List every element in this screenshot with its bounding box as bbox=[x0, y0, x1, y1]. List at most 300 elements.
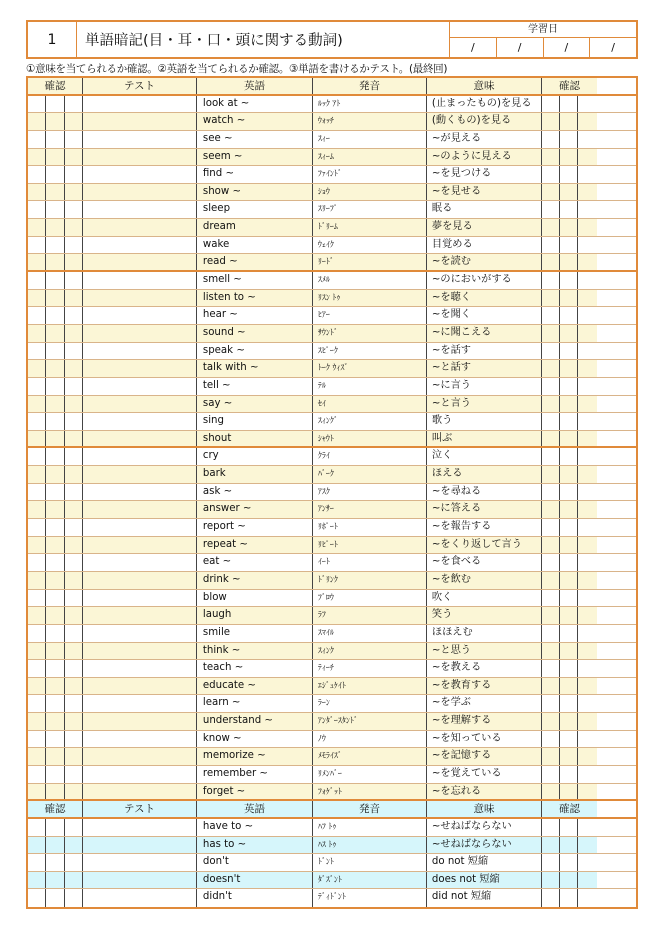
check-box-right[interactable] bbox=[542, 554, 560, 571]
check-box-right[interactable] bbox=[560, 448, 578, 465]
date-cell[interactable]: / bbox=[544, 38, 591, 58]
check-box-right[interactable] bbox=[542, 501, 560, 518]
check-box-right[interactable] bbox=[542, 396, 560, 413]
test-answer-cell[interactable] bbox=[83, 96, 197, 113]
check-box-right[interactable] bbox=[578, 149, 596, 166]
check-box-left[interactable] bbox=[65, 501, 83, 518]
check-box-left[interactable] bbox=[46, 113, 64, 130]
check-box-right[interactable] bbox=[560, 378, 578, 395]
check-box-left[interactable] bbox=[65, 766, 83, 783]
check-box-left[interactable] bbox=[65, 413, 83, 430]
check-box-left[interactable] bbox=[28, 766, 46, 783]
check-box-right[interactable] bbox=[542, 519, 560, 536]
check-box-left[interactable] bbox=[28, 519, 46, 536]
check-box-right[interactable] bbox=[578, 131, 596, 148]
check-box-right[interactable] bbox=[578, 678, 596, 695]
check-box-left[interactable] bbox=[46, 748, 64, 765]
test-answer-cell[interactable] bbox=[83, 325, 197, 342]
check-box-right[interactable] bbox=[560, 254, 578, 270]
check-box-right[interactable] bbox=[560, 554, 578, 571]
check-box-right[interactable] bbox=[578, 519, 596, 536]
test-answer-cell[interactable] bbox=[83, 713, 197, 730]
check-box-right[interactable] bbox=[578, 872, 596, 889]
check-box-left[interactable] bbox=[65, 272, 83, 289]
check-box-right[interactable] bbox=[542, 837, 560, 854]
check-box-right[interactable] bbox=[578, 766, 596, 783]
check-box-right[interactable] bbox=[560, 854, 578, 871]
check-box-left[interactable] bbox=[46, 484, 64, 501]
check-box-left[interactable] bbox=[28, 625, 46, 642]
check-box-right[interactable] bbox=[578, 237, 596, 254]
check-box-left[interactable] bbox=[65, 643, 83, 660]
check-box-right[interactable] bbox=[578, 431, 596, 447]
check-box-right[interactable] bbox=[560, 360, 578, 377]
check-box-left[interactable] bbox=[65, 360, 83, 377]
check-box-left[interactable] bbox=[46, 290, 64, 307]
test-answer-cell[interactable] bbox=[83, 219, 197, 236]
check-box-left[interactable] bbox=[46, 184, 64, 201]
check-box-right[interactable] bbox=[560, 201, 578, 218]
check-box-left[interactable] bbox=[65, 131, 83, 148]
check-box-left[interactable] bbox=[28, 660, 46, 677]
check-box-right[interactable] bbox=[578, 889, 596, 907]
check-box-left[interactable] bbox=[65, 466, 83, 483]
check-box-left[interactable] bbox=[28, 131, 46, 148]
test-answer-cell[interactable] bbox=[83, 784, 197, 800]
check-box-right[interactable] bbox=[578, 484, 596, 501]
test-answer-cell[interactable] bbox=[83, 272, 197, 289]
check-box-right[interactable] bbox=[578, 748, 596, 765]
check-box-left[interactable] bbox=[65, 731, 83, 748]
check-box-left[interactable] bbox=[65, 854, 83, 871]
check-box-left[interactable] bbox=[28, 343, 46, 360]
check-box-left[interactable] bbox=[46, 96, 64, 113]
check-box-left[interactable] bbox=[46, 237, 64, 254]
check-box-left[interactable] bbox=[28, 307, 46, 324]
test-answer-cell[interactable] bbox=[83, 184, 197, 201]
check-box-right[interactable] bbox=[578, 590, 596, 607]
check-box-right[interactable] bbox=[578, 396, 596, 413]
check-box-right[interactable] bbox=[542, 431, 560, 447]
check-box-right[interactable] bbox=[560, 484, 578, 501]
check-box-left[interactable] bbox=[28, 872, 46, 889]
check-box-left[interactable] bbox=[28, 272, 46, 289]
test-answer-cell[interactable] bbox=[83, 554, 197, 571]
check-box-right[interactable] bbox=[578, 625, 596, 642]
check-box-left[interactable] bbox=[46, 572, 64, 589]
check-box-left[interactable] bbox=[46, 413, 64, 430]
check-box-right[interactable] bbox=[542, 113, 560, 130]
test-answer-cell[interactable] bbox=[83, 766, 197, 783]
check-box-left[interactable] bbox=[46, 219, 64, 236]
check-box-left[interactable] bbox=[65, 396, 83, 413]
check-box-left[interactable] bbox=[46, 325, 64, 342]
check-box-right[interactable] bbox=[542, 413, 560, 430]
check-box-left[interactable] bbox=[46, 149, 64, 166]
check-box-right[interactable] bbox=[542, 254, 560, 270]
check-box-right[interactable] bbox=[578, 219, 596, 236]
test-answer-cell[interactable] bbox=[83, 343, 197, 360]
check-box-right[interactable] bbox=[560, 731, 578, 748]
check-box-right[interactable] bbox=[560, 537, 578, 554]
check-box-left[interactable] bbox=[28, 572, 46, 589]
check-box-right[interactable] bbox=[560, 572, 578, 589]
check-box-left[interactable] bbox=[46, 625, 64, 642]
check-box-right[interactable] bbox=[542, 748, 560, 765]
check-box-left[interactable] bbox=[28, 96, 46, 113]
check-box-right[interactable] bbox=[578, 713, 596, 730]
check-box-left[interactable] bbox=[46, 307, 64, 324]
check-box-right[interactable] bbox=[578, 343, 596, 360]
check-box-left[interactable] bbox=[46, 854, 64, 871]
check-box-right[interactable] bbox=[560, 519, 578, 536]
check-box-right[interactable] bbox=[578, 325, 596, 342]
check-box-left[interactable] bbox=[46, 537, 64, 554]
check-box-right[interactable] bbox=[578, 572, 596, 589]
check-box-right[interactable] bbox=[542, 166, 560, 183]
test-answer-cell[interactable] bbox=[83, 678, 197, 695]
check-box-right[interactable] bbox=[560, 396, 578, 413]
check-box-left[interactable] bbox=[28, 889, 46, 907]
check-box-left[interactable] bbox=[65, 201, 83, 218]
check-box-left[interactable] bbox=[65, 290, 83, 307]
check-box-right[interactable] bbox=[542, 784, 560, 800]
check-box-right[interactable] bbox=[542, 466, 560, 483]
check-box-left[interactable] bbox=[28, 219, 46, 236]
check-box-left[interactable] bbox=[46, 519, 64, 536]
check-box-right[interactable] bbox=[560, 607, 578, 624]
check-box-left[interactable] bbox=[65, 519, 83, 536]
check-box-right[interactable] bbox=[578, 272, 596, 289]
check-box-right[interactable] bbox=[578, 166, 596, 183]
check-box-right[interactable] bbox=[542, 713, 560, 730]
check-box-right[interactable] bbox=[542, 219, 560, 236]
test-answer-cell[interactable] bbox=[83, 660, 197, 677]
check-box-left[interactable] bbox=[65, 484, 83, 501]
check-box-right[interactable] bbox=[542, 607, 560, 624]
check-box-left[interactable] bbox=[65, 307, 83, 324]
check-box-right[interactable] bbox=[578, 537, 596, 554]
check-box-left[interactable] bbox=[46, 643, 64, 660]
check-box-right[interactable] bbox=[560, 166, 578, 183]
check-box-left[interactable] bbox=[65, 660, 83, 677]
check-box-right[interactable] bbox=[560, 272, 578, 289]
test-answer-cell[interactable] bbox=[83, 149, 197, 166]
check-box-left[interactable] bbox=[65, 607, 83, 624]
check-box-left[interactable] bbox=[65, 889, 83, 907]
check-box-right[interactable] bbox=[542, 448, 560, 465]
check-box-right[interactable] bbox=[560, 413, 578, 430]
check-box-left[interactable] bbox=[28, 607, 46, 624]
test-answer-cell[interactable] bbox=[83, 254, 197, 270]
check-box-left[interactable] bbox=[65, 431, 83, 447]
test-answer-cell[interactable] bbox=[83, 854, 197, 871]
check-box-left[interactable] bbox=[28, 819, 46, 836]
check-box-right[interactable] bbox=[542, 184, 560, 201]
check-box-right[interactable] bbox=[560, 219, 578, 236]
check-box-right[interactable] bbox=[578, 360, 596, 377]
check-box-right[interactable] bbox=[578, 113, 596, 130]
check-box-left[interactable] bbox=[28, 554, 46, 571]
check-box-left[interactable] bbox=[28, 184, 46, 201]
check-box-right[interactable] bbox=[560, 695, 578, 712]
check-box-left[interactable] bbox=[28, 325, 46, 342]
test-answer-cell[interactable] bbox=[83, 519, 197, 536]
check-box-right[interactable] bbox=[560, 501, 578, 518]
date-cell[interactable]: / bbox=[611, 41, 615, 54]
check-box-left[interactable] bbox=[28, 396, 46, 413]
test-answer-cell[interactable] bbox=[83, 131, 197, 148]
test-answer-cell[interactable] bbox=[83, 166, 197, 183]
check-box-right[interactable] bbox=[578, 184, 596, 201]
check-box-left[interactable] bbox=[65, 254, 83, 270]
check-box-left[interactable] bbox=[28, 837, 46, 854]
check-box-right[interactable] bbox=[560, 766, 578, 783]
check-box-right[interactable] bbox=[560, 748, 578, 765]
date-cell[interactable]: / bbox=[450, 38, 497, 58]
check-box-right[interactable] bbox=[542, 678, 560, 695]
check-box-left[interactable] bbox=[65, 748, 83, 765]
check-box-right[interactable] bbox=[542, 872, 560, 889]
check-box-left[interactable] bbox=[65, 625, 83, 642]
test-answer-cell[interactable] bbox=[83, 307, 197, 324]
check-box-right[interactable] bbox=[560, 184, 578, 201]
test-answer-cell[interactable] bbox=[83, 590, 197, 607]
check-box-left[interactable] bbox=[28, 466, 46, 483]
check-box-left[interactable] bbox=[46, 607, 64, 624]
check-box-right[interactable] bbox=[578, 784, 596, 800]
check-box-right[interactable] bbox=[578, 466, 596, 483]
check-box-left[interactable] bbox=[28, 360, 46, 377]
check-box-right[interactable] bbox=[560, 625, 578, 642]
check-box-right[interactable] bbox=[542, 854, 560, 871]
check-box-left[interactable] bbox=[65, 590, 83, 607]
check-box-left[interactable] bbox=[65, 325, 83, 342]
test-answer-cell[interactable] bbox=[83, 872, 197, 889]
test-answer-cell[interactable] bbox=[83, 396, 197, 413]
test-answer-cell[interactable] bbox=[83, 695, 197, 712]
check-box-right[interactable] bbox=[560, 307, 578, 324]
check-box-right[interactable] bbox=[542, 149, 560, 166]
check-box-left[interactable] bbox=[65, 237, 83, 254]
check-box-right[interactable] bbox=[578, 854, 596, 871]
test-answer-cell[interactable] bbox=[83, 748, 197, 765]
check-box-left[interactable] bbox=[46, 713, 64, 730]
check-box-right[interactable] bbox=[560, 889, 578, 907]
check-box-right[interactable] bbox=[578, 254, 596, 270]
check-box-right[interactable] bbox=[560, 113, 578, 130]
check-box-left[interactable] bbox=[28, 431, 46, 447]
check-box-left[interactable] bbox=[65, 166, 83, 183]
check-box-right[interactable] bbox=[542, 819, 560, 836]
check-box-left[interactable] bbox=[65, 378, 83, 395]
check-box-right[interactable] bbox=[560, 713, 578, 730]
check-box-right[interactable] bbox=[542, 889, 560, 907]
check-box-left[interactable] bbox=[65, 184, 83, 201]
test-answer-cell[interactable] bbox=[83, 237, 197, 254]
check-box-right[interactable] bbox=[578, 448, 596, 465]
check-box-left[interactable] bbox=[46, 396, 64, 413]
check-box-right[interactable] bbox=[560, 837, 578, 854]
check-box-left[interactable] bbox=[65, 448, 83, 465]
check-box-right[interactable] bbox=[542, 96, 560, 113]
test-answer-cell[interactable] bbox=[83, 731, 197, 748]
check-box-right[interactable] bbox=[560, 466, 578, 483]
check-box-left[interactable] bbox=[46, 448, 64, 465]
test-answer-cell[interactable] bbox=[83, 572, 197, 589]
check-box-right[interactable] bbox=[542, 590, 560, 607]
check-box-right[interactable] bbox=[578, 554, 596, 571]
check-box-right[interactable] bbox=[578, 695, 596, 712]
check-box-left[interactable] bbox=[65, 149, 83, 166]
check-box-left[interactable] bbox=[65, 572, 83, 589]
check-box-right[interactable] bbox=[542, 766, 560, 783]
check-box-right[interactable] bbox=[542, 307, 560, 324]
check-box-left[interactable] bbox=[65, 695, 83, 712]
check-box-left[interactable] bbox=[46, 819, 64, 836]
check-box-right[interactable] bbox=[542, 484, 560, 501]
check-box-right[interactable] bbox=[560, 325, 578, 342]
check-box-right[interactable] bbox=[560, 678, 578, 695]
check-box-left[interactable] bbox=[46, 131, 64, 148]
test-answer-cell[interactable] bbox=[83, 501, 197, 518]
check-box-right[interactable] bbox=[542, 272, 560, 289]
check-box-right[interactable] bbox=[542, 378, 560, 395]
check-box-left[interactable] bbox=[65, 554, 83, 571]
check-box-right[interactable] bbox=[542, 731, 560, 748]
check-box-right[interactable] bbox=[560, 819, 578, 836]
check-box-left[interactable] bbox=[28, 643, 46, 660]
test-answer-cell[interactable] bbox=[83, 837, 197, 854]
check-box-right[interactable] bbox=[560, 237, 578, 254]
test-answer-cell[interactable] bbox=[83, 607, 197, 624]
test-answer-cell[interactable] bbox=[83, 537, 197, 554]
check-box-left[interactable] bbox=[28, 254, 46, 270]
check-box-left[interactable] bbox=[28, 201, 46, 218]
check-box-left[interactable] bbox=[28, 748, 46, 765]
check-box-left[interactable] bbox=[65, 713, 83, 730]
check-box-left[interactable] bbox=[28, 784, 46, 800]
check-box-left[interactable] bbox=[65, 837, 83, 854]
check-box-right[interactable] bbox=[542, 643, 560, 660]
check-box-left[interactable] bbox=[28, 149, 46, 166]
check-box-right[interactable] bbox=[560, 431, 578, 447]
check-box-left[interactable] bbox=[65, 819, 83, 836]
check-box-right[interactable] bbox=[542, 537, 560, 554]
check-box-right[interactable] bbox=[542, 343, 560, 360]
check-box-left[interactable] bbox=[46, 431, 64, 447]
test-answer-cell[interactable] bbox=[83, 448, 197, 465]
check-box-left[interactable] bbox=[46, 201, 64, 218]
check-box-left[interactable] bbox=[65, 784, 83, 800]
check-box-left[interactable] bbox=[46, 678, 64, 695]
check-box-right[interactable] bbox=[542, 237, 560, 254]
test-answer-cell[interactable] bbox=[83, 431, 197, 447]
check-box-right[interactable] bbox=[578, 819, 596, 836]
check-box-right[interactable] bbox=[578, 290, 596, 307]
check-box-left[interactable] bbox=[65, 537, 83, 554]
check-box-left[interactable] bbox=[46, 378, 64, 395]
check-box-right[interactable] bbox=[578, 378, 596, 395]
check-box-left[interactable] bbox=[28, 166, 46, 183]
check-box-right[interactable] bbox=[542, 325, 560, 342]
check-box-left[interactable] bbox=[46, 466, 64, 483]
check-box-left[interactable] bbox=[28, 590, 46, 607]
check-box-right[interactable] bbox=[542, 290, 560, 307]
check-box-right[interactable] bbox=[560, 590, 578, 607]
test-answer-cell[interactable] bbox=[83, 201, 197, 218]
check-box-right[interactable] bbox=[578, 501, 596, 518]
check-box-left[interactable] bbox=[46, 660, 64, 677]
check-box-right[interactable] bbox=[578, 201, 596, 218]
test-answer-cell[interactable] bbox=[83, 378, 197, 395]
check-box-left[interactable] bbox=[28, 378, 46, 395]
test-answer-cell[interactable] bbox=[83, 113, 197, 130]
check-box-right[interactable] bbox=[578, 643, 596, 660]
check-box-left[interactable] bbox=[46, 254, 64, 270]
check-box-right[interactable] bbox=[578, 307, 596, 324]
test-answer-cell[interactable] bbox=[83, 625, 197, 642]
test-answer-cell[interactable] bbox=[83, 360, 197, 377]
check-box-right[interactable] bbox=[560, 96, 578, 113]
check-box-left[interactable] bbox=[46, 784, 64, 800]
check-box-right[interactable] bbox=[542, 572, 560, 589]
check-box-left[interactable] bbox=[46, 166, 64, 183]
test-answer-cell[interactable] bbox=[83, 889, 197, 907]
check-box-left[interactable] bbox=[46, 360, 64, 377]
check-box-left[interactable] bbox=[46, 272, 64, 289]
check-box-left[interactable] bbox=[28, 537, 46, 554]
check-box-left[interactable] bbox=[46, 590, 64, 607]
check-box-left[interactable] bbox=[28, 695, 46, 712]
check-box-right[interactable] bbox=[542, 625, 560, 642]
check-box-right[interactable] bbox=[560, 784, 578, 800]
check-box-left[interactable] bbox=[28, 501, 46, 518]
date-cell[interactable]: / bbox=[497, 38, 544, 58]
check-box-right[interactable] bbox=[560, 643, 578, 660]
check-box-left[interactable] bbox=[28, 290, 46, 307]
check-box-left[interactable] bbox=[65, 343, 83, 360]
test-answer-cell[interactable] bbox=[83, 290, 197, 307]
check-box-right[interactable] bbox=[578, 413, 596, 430]
check-box-right[interactable] bbox=[560, 660, 578, 677]
check-box-right[interactable] bbox=[542, 660, 560, 677]
check-box-right[interactable] bbox=[578, 837, 596, 854]
check-box-right[interactable] bbox=[560, 343, 578, 360]
check-box-left[interactable] bbox=[46, 889, 64, 907]
check-box-right[interactable] bbox=[542, 201, 560, 218]
check-box-right[interactable] bbox=[542, 360, 560, 377]
check-box-left[interactable] bbox=[65, 219, 83, 236]
check-box-left[interactable] bbox=[65, 113, 83, 130]
check-box-left[interactable] bbox=[28, 678, 46, 695]
check-box-left[interactable] bbox=[28, 484, 46, 501]
check-box-right[interactable] bbox=[578, 731, 596, 748]
check-box-left[interactable] bbox=[65, 872, 83, 889]
test-answer-cell[interactable] bbox=[83, 413, 197, 430]
test-answer-cell[interactable] bbox=[83, 484, 197, 501]
check-box-left[interactable] bbox=[28, 854, 46, 871]
check-box-right[interactable] bbox=[542, 131, 560, 148]
check-box-right[interactable] bbox=[560, 290, 578, 307]
check-box-left[interactable] bbox=[28, 448, 46, 465]
check-box-right[interactable] bbox=[560, 149, 578, 166]
check-box-right[interactable] bbox=[560, 872, 578, 889]
test-answer-cell[interactable] bbox=[83, 466, 197, 483]
check-box-left[interactable] bbox=[46, 837, 64, 854]
check-box-left[interactable] bbox=[65, 678, 83, 695]
check-box-left[interactable] bbox=[28, 713, 46, 730]
